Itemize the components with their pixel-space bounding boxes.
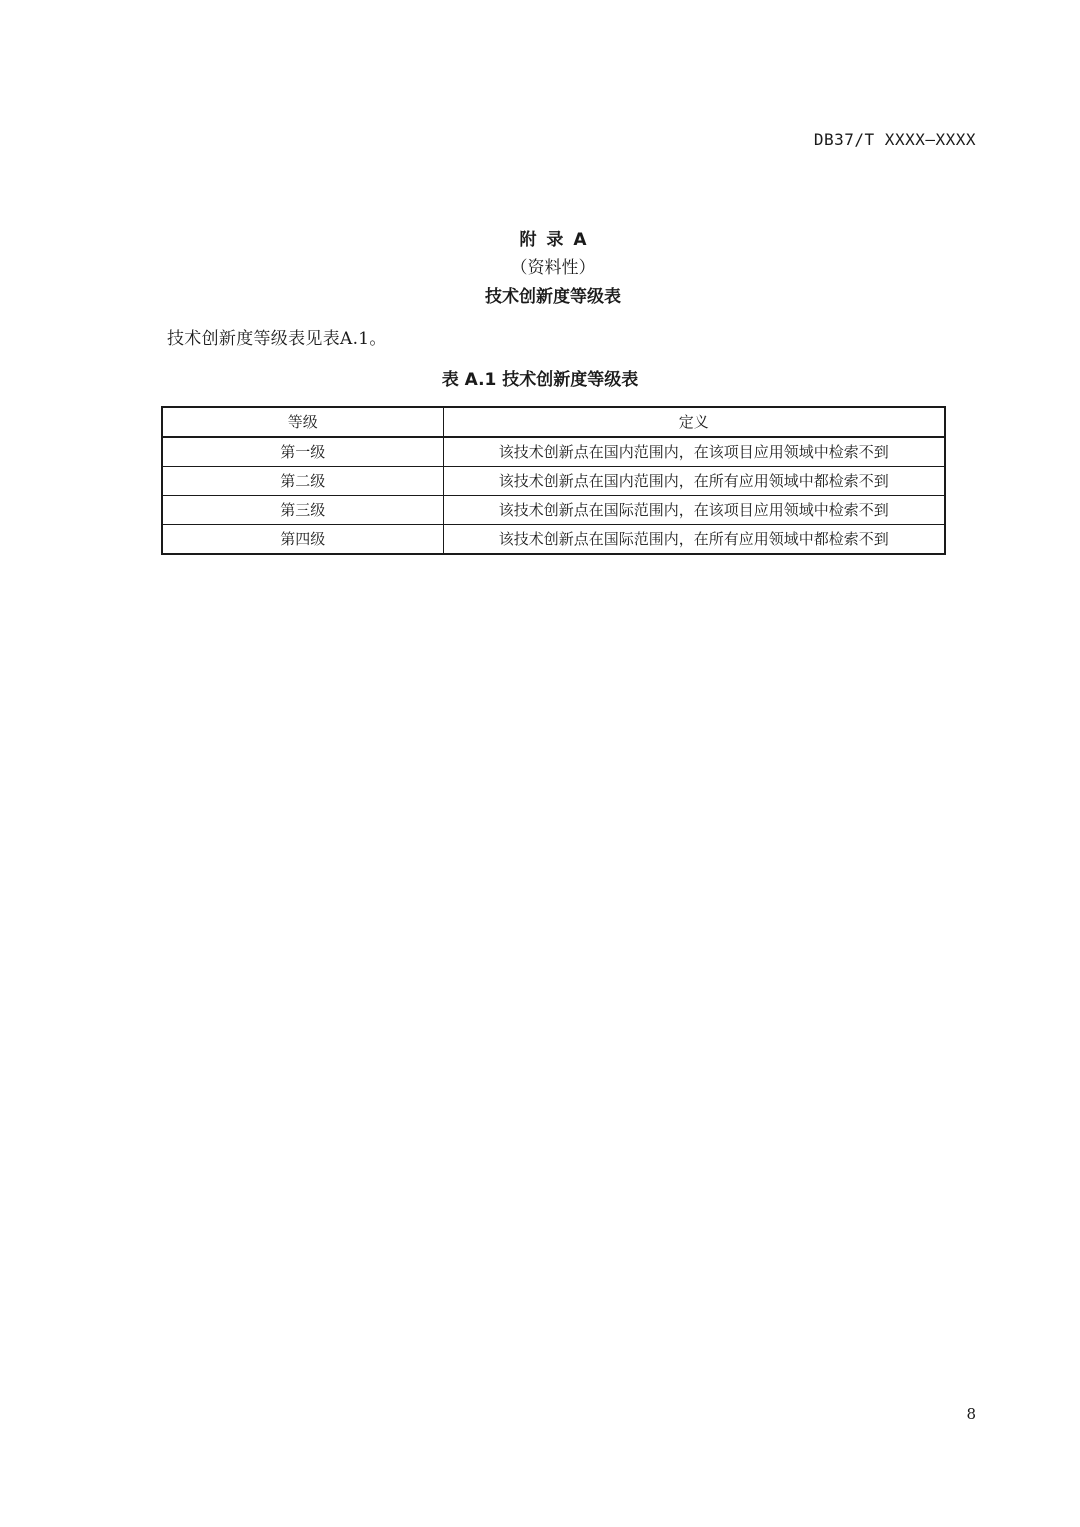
appendix-type: （资料性） <box>510 258 596 278</box>
innovation-grade-table <box>161 406 946 555</box>
table-row <box>162 467 945 496</box>
page-number: 8 <box>966 1405 976 1423</box>
header-definition: 定义 <box>443 407 945 437</box>
row-level: 第三级 <box>162 496 443 525</box>
row-definition: 该技术创新点在国内范围内，在所有应用领域中都检索不到 <box>443 467 945 496</box>
table-header-row <box>162 407 945 437</box>
table-row <box>162 437 945 467</box>
intro-paragraph: 技术创新度等级表见表A.1。 <box>167 329 387 349</box>
row-definition: 该技术创新点在国际范围内，在该项目应用领域中检索不到 <box>443 496 945 525</box>
appendix-title: 附 录 A <box>519 230 587 250</box>
appendix-name: 技术创新度等级表 <box>485 287 621 307</box>
document-code: DB37/T XXXX—XXXX <box>813 130 976 149</box>
table-row <box>162 496 945 525</box>
row-level: 第一级 <box>162 437 443 467</box>
row-definition: 该技术创新点在国际范围内，在所有应用领域中都检索不到 <box>443 525 945 555</box>
row-level: 第四级 <box>162 525 443 555</box>
table-caption: 表 A.1 技术创新度等级表 <box>441 370 639 390</box>
header-level: 等级 <box>162 407 443 437</box>
table-row <box>162 525 945 555</box>
appendix-heading <box>0 226 1080 312</box>
row-level: 第二级 <box>162 467 443 496</box>
row-definition: 该技术创新点在国内范围内，在该项目应用领域中检索不到 <box>443 437 945 467</box>
